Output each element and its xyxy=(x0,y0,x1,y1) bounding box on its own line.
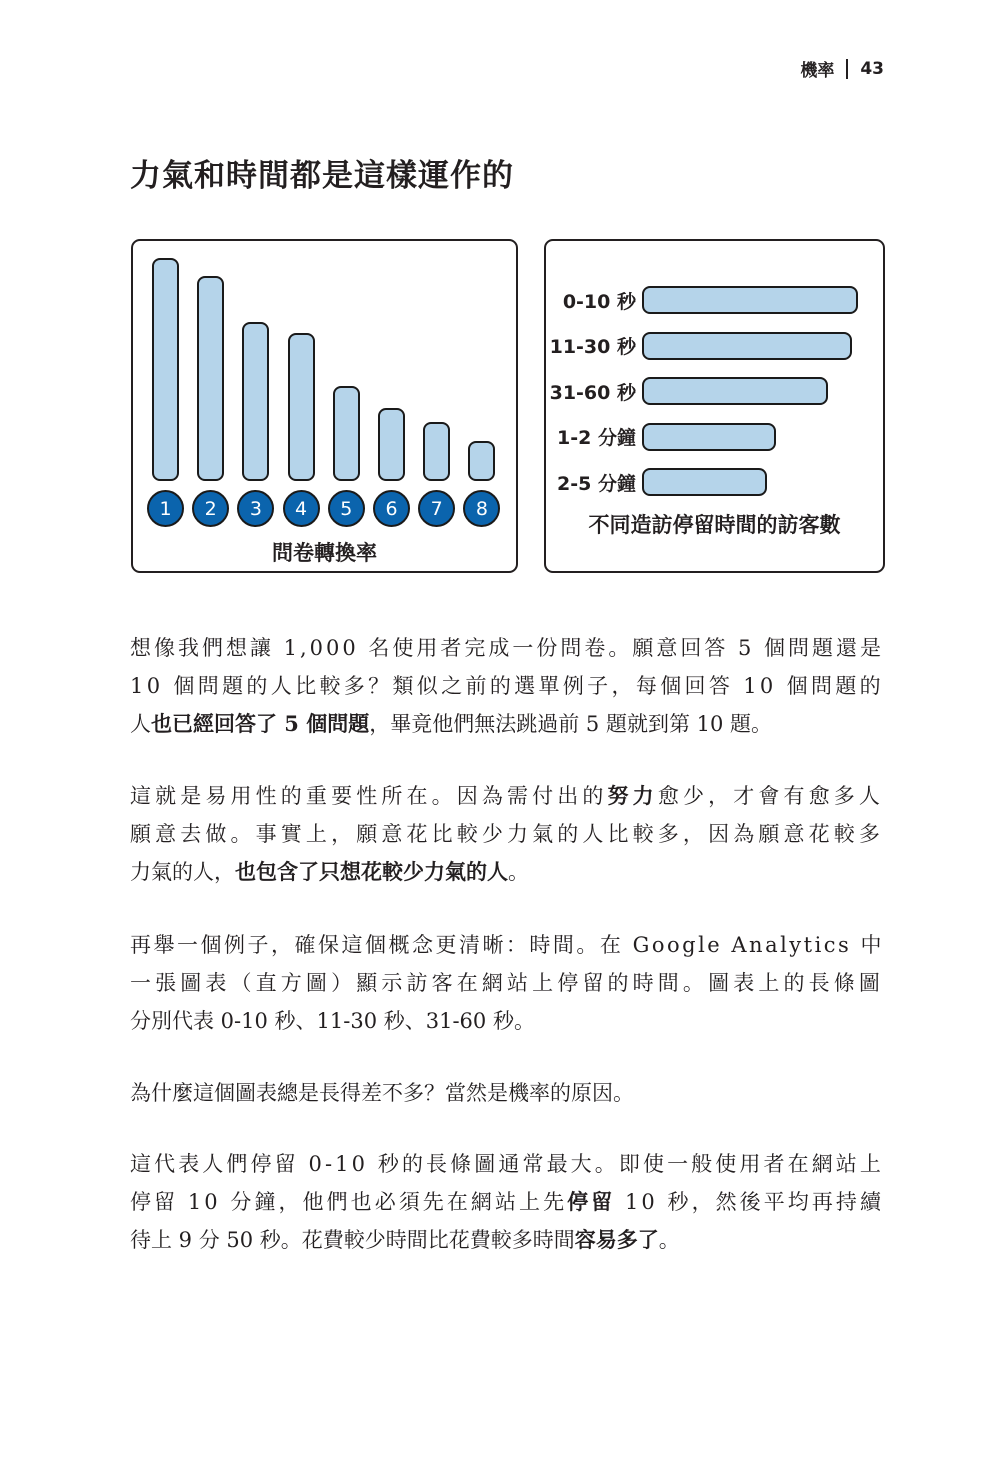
text-segment: 這代表人們停留 0-10 秒的長條圖通常最大。即使一般使用者在網站上 xyxy=(130,1152,884,1176)
text-segment: 力氣的人， xyxy=(130,860,235,884)
bar xyxy=(642,286,858,314)
text-segment: 愈少，才會有愈多人 xyxy=(657,784,885,808)
question-number-badge: 5 xyxy=(328,490,365,527)
chart-caption: 不同造訪停留時間的訪客數 xyxy=(588,513,841,537)
duration-label: 11-30 秒 xyxy=(549,336,636,358)
text-line xyxy=(130,705,884,743)
duration-row xyxy=(546,422,776,452)
duration-row xyxy=(546,467,767,497)
visit-duration-chart xyxy=(544,239,885,573)
bar xyxy=(642,377,828,405)
text-line xyxy=(130,777,884,815)
text-line xyxy=(130,1221,884,1259)
duration-label: 0-10 秒 xyxy=(562,290,636,313)
text-segment: ，畢竟他們無法跳過前 5 題就到第 10 題。 xyxy=(369,712,773,736)
question-number-badge: 4 xyxy=(283,490,320,527)
text-segment: 。 xyxy=(508,860,529,884)
text-line xyxy=(130,667,884,705)
text-segment: 這就是易用性的重要性所在。因為需付出的 xyxy=(130,784,608,808)
bar xyxy=(642,332,852,360)
running-header xyxy=(800,56,884,81)
duration-label: 31-60 秒 xyxy=(549,381,636,404)
paragraph xyxy=(130,777,884,891)
header-divider xyxy=(846,59,848,79)
emphasis-text: 停留 xyxy=(567,1189,616,1214)
text-segment: 待上 9 分 50 秒。花費較少時間比花費較多時間 xyxy=(130,1228,575,1252)
duration-row xyxy=(546,285,858,315)
bar xyxy=(242,322,269,481)
bar xyxy=(378,408,405,481)
text-segment: 再舉一個例子，確保這個概念更清晰：時間。在 Google Analytics 中 xyxy=(130,933,884,957)
text-line xyxy=(130,926,884,964)
paragraph xyxy=(130,926,884,1040)
bar xyxy=(333,386,360,481)
text-line xyxy=(130,815,884,853)
section-title: 力氣和時間都是這樣運作的 xyxy=(130,158,514,194)
text-segment: 為什麼這個圖表總是長得差不多？當然是機率的原因。 xyxy=(130,1081,634,1105)
question-number-badge: 2 xyxy=(192,490,229,527)
chart-caption: 問卷轉換率 xyxy=(272,541,377,565)
chapter-name: 機率 xyxy=(800,61,835,81)
text-segment: 想像我們想讓 1,000 名使用者完成一份問卷。願意回答 5 個問題還是 xyxy=(130,636,884,660)
question-number-badge: 3 xyxy=(237,490,274,527)
text-line xyxy=(130,853,884,891)
question-number-badge: 8 xyxy=(463,490,500,527)
bar xyxy=(468,441,495,481)
text-segment: 。 xyxy=(658,1228,680,1252)
bar xyxy=(197,276,224,481)
question-number-badge: 6 xyxy=(373,490,410,527)
text-segment: 人 xyxy=(130,712,151,736)
text-line xyxy=(130,1145,884,1183)
bar xyxy=(423,422,450,481)
bar xyxy=(642,423,776,451)
text-line xyxy=(130,1074,884,1112)
paragraph xyxy=(130,1145,884,1259)
paragraph xyxy=(130,629,884,743)
text-segment: 10 個問題的人比較多？類似之前的選單例子，每個回答 10 個問題的 xyxy=(130,674,884,698)
duration-label: 1-2 分鐘 xyxy=(557,427,636,449)
text-line xyxy=(130,629,884,667)
page-number: 43 xyxy=(860,58,884,79)
text-segment: 願意去做。事實上，願意花比較少力氣的人比較多，因為願意花較多 xyxy=(130,822,884,846)
emphasis-text: 也包含了只想花較少力氣的人 xyxy=(235,859,508,884)
question-number-badge: 1 xyxy=(147,490,184,527)
text-segment: 停留 10 分鐘，他們也必須先在網站上先 xyxy=(130,1190,568,1214)
text-line xyxy=(130,1002,884,1040)
text-line xyxy=(130,1183,884,1221)
text-segment: 分別代表 0-10 秒、11-30 秒、31-60 秒。 xyxy=(130,1009,535,1033)
emphasis-text: 也已經回答了 5 個問題 xyxy=(151,711,370,736)
paragraph xyxy=(130,1074,884,1112)
emphasis-text: 容易多了 xyxy=(574,1227,659,1252)
text-segment: 10 秒，然後平均再持續 xyxy=(615,1190,884,1214)
bar xyxy=(152,258,179,481)
emphasis-text: 努力 xyxy=(607,783,658,808)
text-segment: 一張圖表（直方圖）顯示訪客在網站上停留的時間。圖表上的長條圖 xyxy=(130,971,884,995)
duration-row xyxy=(546,376,828,406)
text-line xyxy=(130,964,884,1002)
bar xyxy=(288,333,315,481)
survey-conversion-chart xyxy=(131,239,518,573)
bar xyxy=(642,468,767,496)
duration-row xyxy=(546,331,852,361)
duration-label: 2-5 分鐘 xyxy=(557,472,636,495)
question-number-badge: 7 xyxy=(418,490,455,527)
